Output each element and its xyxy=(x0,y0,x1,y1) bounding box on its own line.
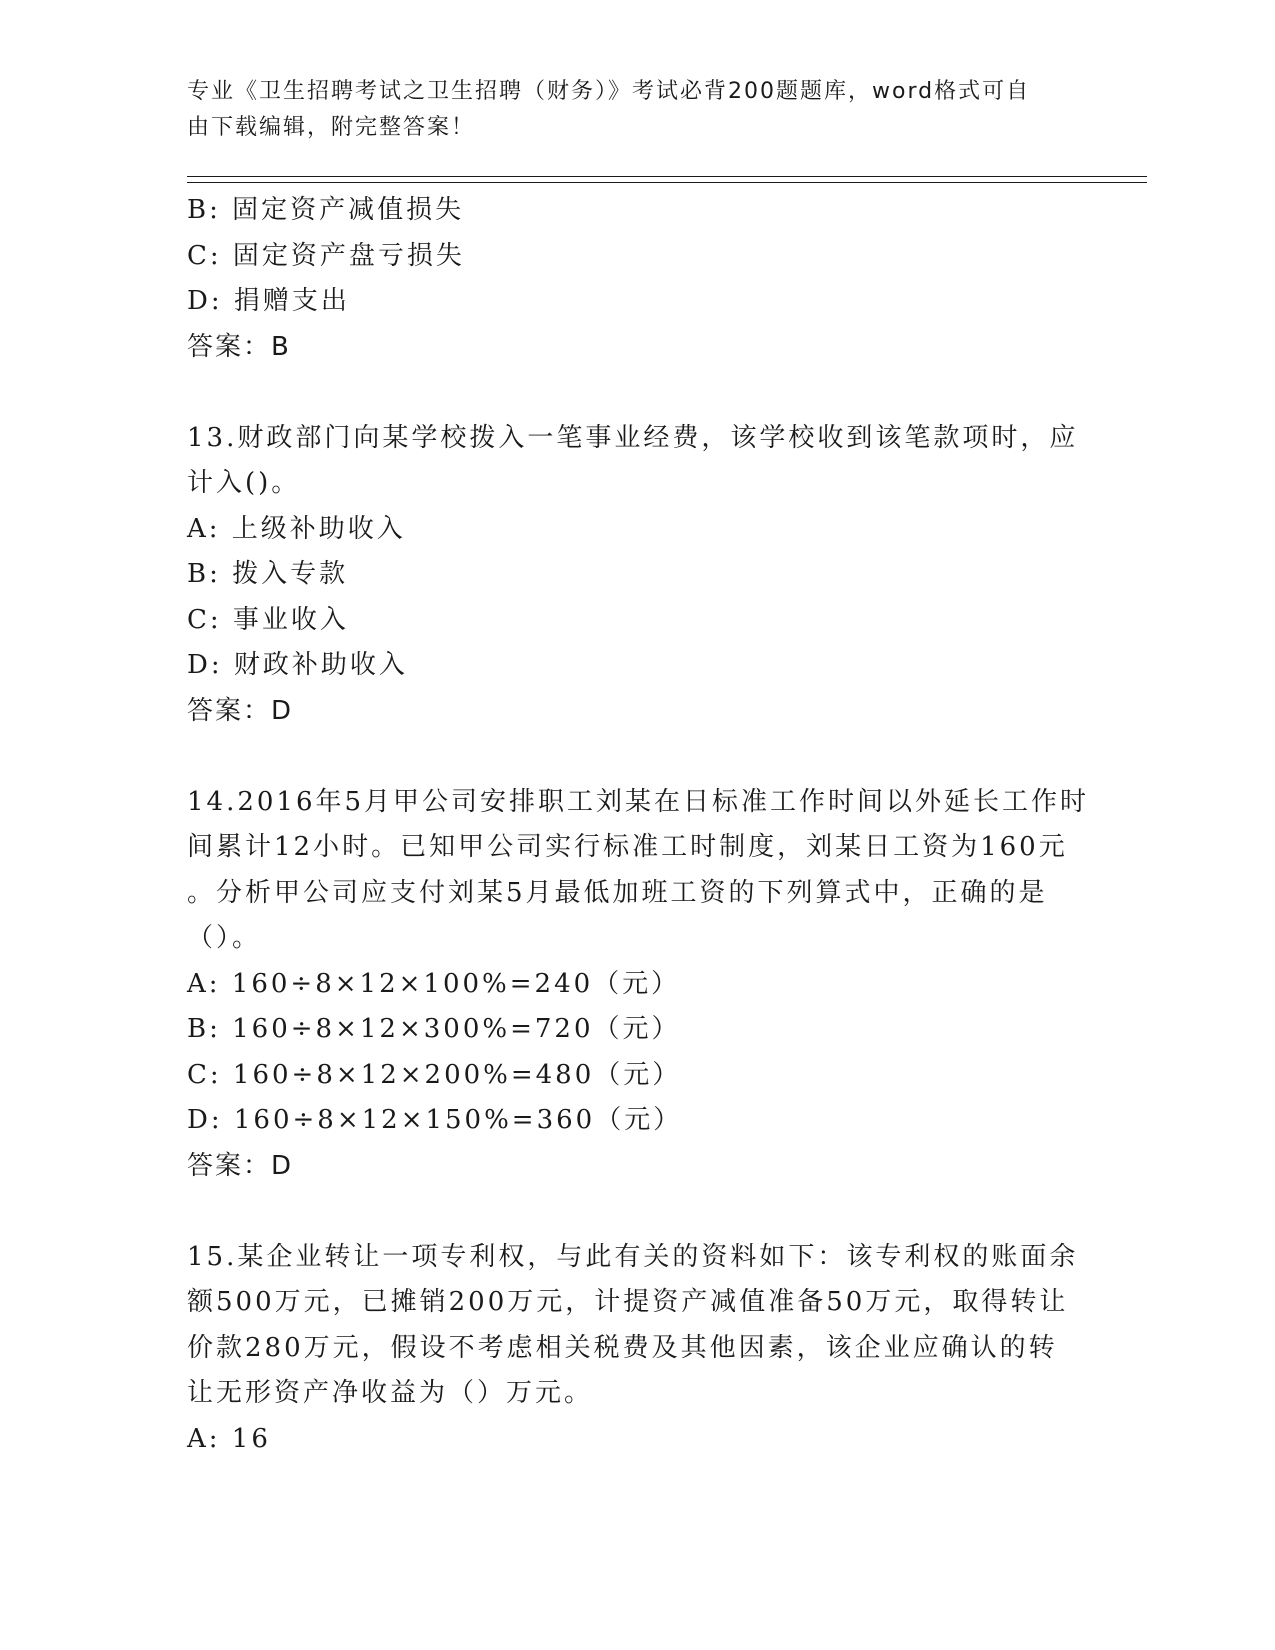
header-divider xyxy=(187,176,1147,183)
question-stem: 。分析甲公司应支付刘某5月最低加班工资的下列算式中，正确的是 xyxy=(187,877,1048,908)
question-stem: 价款280万元，假设不考虑相关税费及其他因素，该企业应确认的转 xyxy=(187,1332,1058,1363)
spacer xyxy=(187,1189,1067,1235)
option-d: D: 160÷8×12×150%=360（元） xyxy=(187,1105,683,1135)
question-stem: 额500万元，已摊销200万元，计提资产减值准备50万元，取得转让 xyxy=(187,1287,1069,1317)
option-a: A: 16 xyxy=(187,1423,271,1454)
answer: 答案：D xyxy=(187,695,294,726)
question-12 xyxy=(187,188,1067,370)
question-stem: 13.财政部门向某学校拨入一笔事业经费，该学校收到该笔款项时，应 xyxy=(187,422,1079,453)
option-b: B: 固定资产减值损失 xyxy=(187,195,465,225)
question-15 xyxy=(187,1235,1079,1463)
question-stem: 15.某企业转让一项专利权，与此有关的资料如下：该专利权的账面余 xyxy=(187,1241,1079,1272)
question-stem: 间累计12小时。已知甲公司实行标准工时制度，刘某日工资为160元 xyxy=(187,832,1068,862)
question-stem: 14.2016年5月甲公司安排职工刘某在日标准工作时间以外延长工作时 xyxy=(187,786,1090,817)
header-line-2: 由下载编辑，附完整答案！ xyxy=(187,115,476,140)
option-d: D: 财政补助收入 xyxy=(187,650,408,680)
option-b: B: 拨入专款 xyxy=(187,559,349,589)
option-c: C: 事业收入 xyxy=(187,604,349,635)
spacer xyxy=(187,734,1067,780)
question-stem: 让无形资产净收益为（）万元。 xyxy=(187,1378,594,1408)
header-line-1: 专业《卫生招聘考试之卫生招聘（财务）》考试必背200题题库，word格式可自 xyxy=(187,79,1031,104)
option-c: C: 160÷8×12×200%=480（元） xyxy=(187,1059,682,1090)
option-d: D: 捐赠支出 xyxy=(187,286,350,316)
question-stem: 计入()。 xyxy=(187,468,301,498)
question-stem: （）。 xyxy=(187,923,262,953)
question-13 xyxy=(187,416,1079,735)
question-14 xyxy=(187,780,1090,1190)
answer: 答案：B xyxy=(187,331,291,362)
spacer xyxy=(187,370,1067,416)
question-list xyxy=(187,188,1090,1462)
option-c: C: 固定资产盘亏损失 xyxy=(187,240,465,271)
option-a: A: 160÷8×12×100%=240（元） xyxy=(187,968,681,999)
option-a: A: 上级补助收入 xyxy=(187,513,406,544)
option-b: B: 160÷8×12×300%=720（元） xyxy=(187,1014,681,1044)
document-header xyxy=(187,74,1067,146)
answer: 答案：D xyxy=(187,1150,294,1181)
